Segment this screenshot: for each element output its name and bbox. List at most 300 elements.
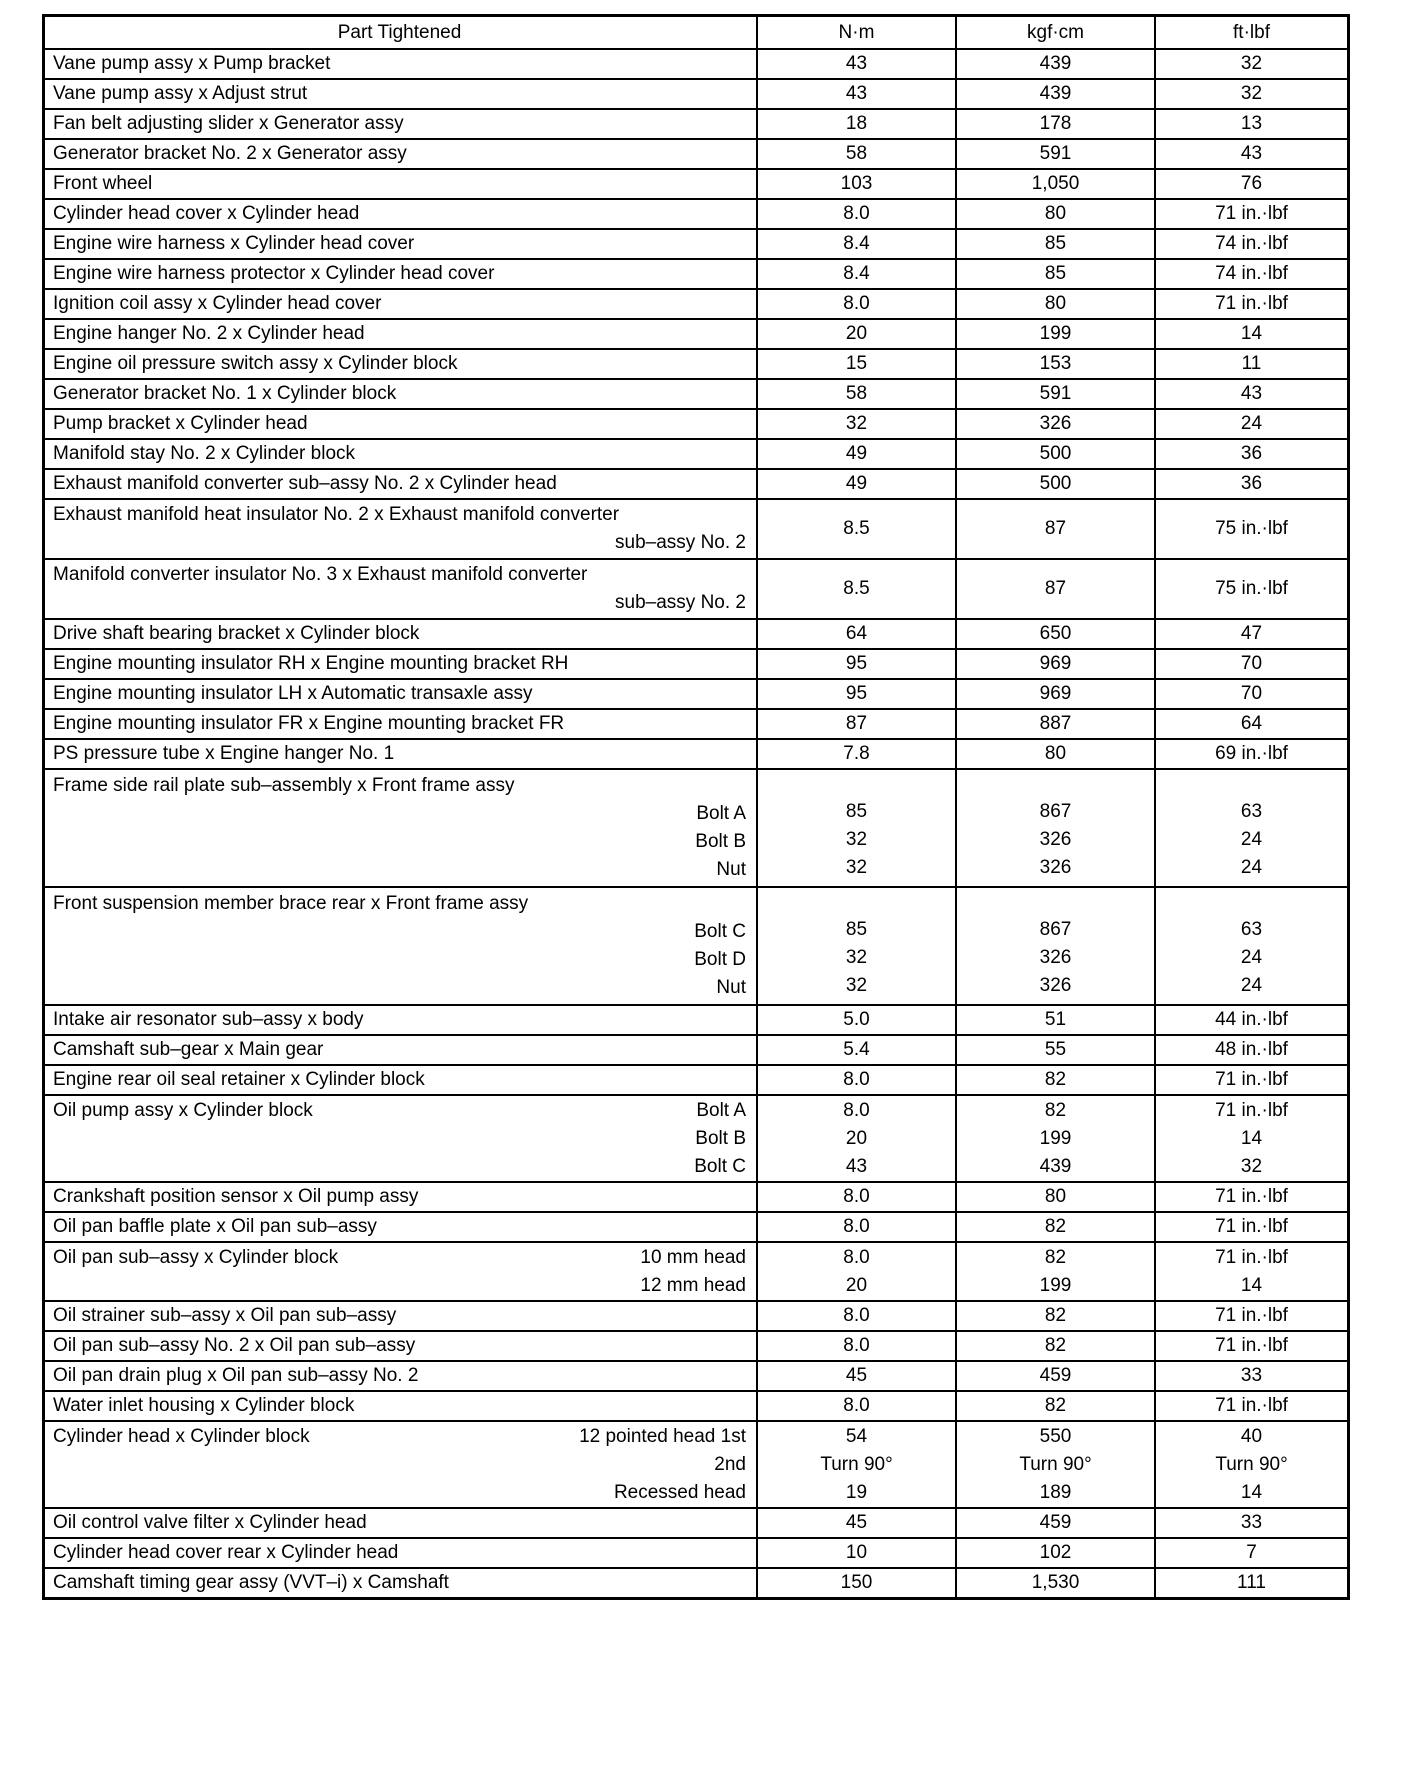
value: 85 [845,919,868,940]
part-name: Cylinder head cover x Cylinder head [53,203,360,224]
ftlbf-cell [1154,1243,1347,1300]
part-name: Engine wire harness protector x Cylinder head cover [53,263,495,284]
part-cell [45,1422,756,1507]
value: 14 [1240,1482,1263,1503]
ftlbf-cell [1154,560,1347,618]
value: 64 [1240,713,1263,734]
value: 439 [1039,53,1072,74]
table-row [45,1211,1347,1241]
header-nm: N·m [756,17,955,48]
part-name: Frame side rail plate sub–assembly x Front frame assy [53,775,515,796]
part-cell [45,710,756,738]
value: 14 [1240,1275,1263,1296]
value: 199 [1039,1128,1072,1149]
table-row [45,198,1347,228]
part-cell [45,170,756,198]
table-row [45,738,1347,768]
ftlbf-cell [1154,500,1347,558]
part-name: Exhaust manifold heat insulator No. 2 x Exhaust manifold converter [53,504,620,525]
value: 8.0 [843,1395,870,1416]
value: 8.0 [843,1305,870,1326]
value: 49 [845,443,868,464]
value: 199 [1039,323,1072,344]
table-row [45,768,1347,886]
value: 85 [1044,233,1067,254]
spacer [758,770,955,798]
value: 87 [1044,578,1067,599]
value: 55 [1044,1039,1067,1060]
table-row [45,886,1347,1004]
value: 24 [1240,975,1263,996]
kgf-cell [955,1213,1154,1241]
part-cell [45,888,756,1004]
table-row [45,228,1347,258]
value: 71 in.·lbf [1215,1247,1288,1268]
ftlbf-cell [1154,1213,1347,1241]
kgf-cell [955,1392,1154,1420]
table-row [45,648,1347,678]
value: 71 in.·lbf [1215,1305,1288,1326]
value: 32 [845,975,868,996]
table-row [45,618,1347,648]
value: 33 [1240,1365,1263,1386]
part-name: Engine hanger No. 2 x Cylinder head [53,323,365,344]
part-cell [45,470,756,498]
value: 74 in.·lbf [1215,263,1288,284]
nm-cell [756,888,955,1004]
value: 43 [1240,143,1263,164]
table-row [45,408,1347,438]
value: 44 in.·lbf [1215,1009,1288,1030]
part-cell [45,1243,756,1300]
value: 20 [845,323,868,344]
ftlbf-cell [1154,440,1347,468]
value: 8.0 [843,1247,870,1268]
ftlbf-cell [1154,1302,1347,1330]
part-cell [45,1066,756,1094]
part-name: Crankshaft position sensor x Oil pump assy [53,1186,419,1207]
nm-cell [756,440,955,468]
ftlbf-cell [1154,170,1347,198]
value: 867 [1039,919,1072,940]
kgf-cell [955,620,1154,648]
value: 969 [1039,683,1072,704]
value: 591 [1039,143,1072,164]
nm-cell [756,1392,955,1420]
part-name: PS pressure tube x Engine hanger No. 1 [53,743,395,764]
kgf-cell [955,770,1154,886]
part-name: Engine oil pressure switch assy x Cylinder block [53,353,458,374]
ftlbf-cell [1154,80,1347,108]
part-cell [45,500,756,558]
part-name: Oil pan baffle plate x Oil pan sub–assy [53,1216,377,1237]
value: 82 [1044,1216,1067,1237]
nm-cell [756,200,955,228]
value: 71 in.·lbf [1215,1186,1288,1207]
value: 32 [845,947,868,968]
kgf-cell [955,1006,1154,1034]
value: 71 in.·lbf [1215,293,1288,314]
value: 1,530 [1031,1572,1080,1593]
table-row [45,1094,1347,1181]
kgf-cell [955,440,1154,468]
value: 10 [845,1542,868,1563]
kgf-cell [955,1539,1154,1567]
part-name: Engine rear oil seal retainer x Cylinder block [53,1069,425,1090]
ftlbf-cell [1154,1509,1347,1537]
sub-label: Bolt A [696,803,746,824]
value: 178 [1039,113,1072,134]
value: 75 in.·lbf [1215,518,1288,539]
part-name-cont: sub–assy No. 2 [615,592,746,613]
part-name: Engine wire harness x Cylinder head cover [53,233,415,254]
part-name: Vane pump assy x Pump bracket [53,53,331,74]
kgf-cell [955,888,1154,1004]
part-cell [45,410,756,438]
nm-cell [756,380,955,408]
nm-cell [756,290,955,318]
ftlbf-cell [1154,620,1347,648]
value: 43 [1240,383,1263,404]
value: 82 [1044,1395,1067,1416]
spacer [758,888,955,916]
part-name: Front suspension member brace rear x Front frame assy [53,893,529,914]
kgf-cell [955,290,1154,318]
part-name: Manifold converter insulator No. 3 x Exhaust manifold converter [53,564,588,585]
part-cell [45,1362,756,1390]
nm-cell [756,1096,955,1181]
value: 69 in.·lbf [1215,743,1288,764]
value: 111 [1237,1572,1266,1593]
value: 82 [1044,1305,1067,1326]
ftlbf-cell [1154,1569,1347,1597]
value: 326 [1039,975,1072,996]
ftlbf-cell [1154,380,1347,408]
part-line [53,1153,746,1181]
table-row [45,348,1347,378]
value: 326 [1039,857,1072,878]
nm-cell [756,1066,955,1094]
ftlbf-cell [1154,1539,1347,1567]
value: 71 in.·lbf [1215,1216,1288,1237]
table-row [45,498,1347,558]
part-name: Fan belt adjusting slider x Generator assy [53,113,404,134]
value: 71 in.·lbf [1215,1100,1288,1121]
value: 326 [1039,947,1072,968]
nm-cell [756,500,955,558]
part-cell [45,110,756,138]
kgf-cell [955,200,1154,228]
nm-cell [756,770,955,886]
table-row [45,1390,1347,1420]
nm-cell [756,1332,955,1360]
part-name: Drive shaft bearing bracket x Cylinder block [53,623,420,644]
value: 63 [1240,919,1263,940]
ftlbf-cell [1154,1066,1347,1094]
value: 71 in.·lbf [1215,203,1288,224]
value: 80 [1044,743,1067,764]
value: 150 [840,1572,873,1593]
value: 58 [845,383,868,404]
value: 459 [1039,1512,1072,1533]
value: 32 [1240,53,1263,74]
nm-cell [756,620,955,648]
part-cell [45,1183,756,1211]
table-row [45,438,1347,468]
part-name: Oil pan sub–assy No. 2 x Oil pan sub–assy [53,1335,416,1356]
ftlbf-cell [1154,320,1347,348]
value: 8.0 [843,203,870,224]
part-cell [45,560,756,618]
value: 43 [845,1156,868,1177]
sub-label: Bolt B [695,831,746,852]
part-cell [45,260,756,288]
part-name: Ignition coil assy x Cylinder head cover [53,293,382,314]
value: 439 [1039,83,1072,104]
table-header [45,17,1347,48]
kgf-cell [955,260,1154,288]
kgf-cell [955,140,1154,168]
value: Turn 90° [1019,1454,1092,1475]
kgf-cell [955,740,1154,768]
part-name: Oil pump assy x Cylinder block [53,1100,313,1121]
value: 8.0 [843,1335,870,1356]
spacer [1156,770,1347,798]
part-cell [45,140,756,168]
kgf-cell [955,680,1154,708]
value: 82 [1044,1335,1067,1356]
table-row [45,78,1347,108]
table-row [45,1300,1347,1330]
value: 5.0 [843,1009,870,1030]
table-row [45,288,1347,318]
table-row [45,1004,1347,1034]
kgf-cell [955,1243,1154,1300]
table-row [45,1330,1347,1360]
table-row [45,1064,1347,1094]
ftlbf-cell [1154,1332,1347,1360]
kgf-cell [955,350,1154,378]
ftlbf-cell [1154,650,1347,678]
ftlbf-cell [1154,410,1347,438]
value: 11 [1241,353,1262,374]
value: 71 in.·lbf [1215,1335,1288,1356]
sub-label: 10 mm head [640,1247,746,1268]
kgf-cell [955,650,1154,678]
kgf-cell [955,1302,1154,1330]
part-cell [45,1036,756,1064]
part-name: Manifold stay No. 2 x Cylinder block [53,443,356,464]
nm-cell [756,320,955,348]
ftlbf-cell [1154,260,1347,288]
nm-cell [756,470,955,498]
sub-label: Bolt C [694,921,746,942]
part-cell [45,1302,756,1330]
kgf-cell [955,380,1154,408]
table-row [45,708,1347,738]
value: 7.8 [843,743,870,764]
nm-cell [756,1362,955,1390]
kgf-cell [955,1509,1154,1537]
kgf-cell [955,470,1154,498]
ftlbf-cell [1154,230,1347,258]
ftlbf-cell [1154,1362,1347,1390]
part-cell [45,350,756,378]
nm-cell [756,1509,955,1537]
nm-cell [756,1569,955,1597]
value: 24 [1240,829,1263,850]
part-line [53,1451,746,1479]
part-name: Generator bracket No. 1 x Cylinder block [53,383,397,404]
part-line [53,1423,746,1451]
value: 45 [845,1365,868,1386]
part-cell [45,650,756,678]
part-line [53,1244,746,1272]
value: 153 [1039,353,1072,374]
header-kgf: kgf·cm [955,17,1154,48]
part-name: Cylinder head cover rear x Cylinder head [53,1542,399,1563]
part-line [53,1479,746,1507]
value: 71 in.·lbf [1215,1069,1288,1090]
ftlbf-cell [1154,740,1347,768]
sub-label: 12 pointed head 1st [579,1426,746,1447]
value: 8.0 [843,1069,870,1090]
table-row [45,258,1347,288]
sub-label: Bolt A [696,1100,746,1121]
table-row [45,1241,1347,1300]
part-name: Oil pan sub–assy x Cylinder block [53,1247,339,1268]
value: 43 [845,53,868,74]
value: 45 [845,1512,868,1533]
value: 71 in.·lbf [1215,1395,1288,1416]
part-cell [45,1569,756,1597]
table-row [45,108,1347,138]
value: 70 [1240,653,1263,674]
value: 49 [845,473,868,494]
ftlbf-cell [1154,110,1347,138]
value: 36 [1240,443,1263,464]
value: 8.5 [843,518,870,539]
value: 87 [1044,518,1067,539]
nm-cell [756,1183,955,1211]
ftlbf-cell [1154,350,1347,378]
nm-cell [756,710,955,738]
kgf-cell [955,80,1154,108]
value: 80 [1044,203,1067,224]
part-name: Pump bracket x Cylinder head [53,413,308,434]
ftlbf-cell [1154,200,1347,228]
kgf-cell [955,1422,1154,1507]
value: 189 [1039,1482,1072,1503]
value: 591 [1039,383,1072,404]
value: 8.5 [843,578,870,599]
value: 459 [1039,1365,1072,1386]
part-cell [45,620,756,648]
value: Turn 90° [1215,1454,1288,1475]
nm-cell [756,170,955,198]
table-row [45,1420,1347,1507]
nm-cell [756,680,955,708]
part-name: Oil pan drain plug x Oil pan sub–assy No. 2 [53,1365,419,1386]
value: 63 [1240,801,1263,822]
nm-cell [756,1213,955,1241]
value: 650 [1039,623,1072,644]
table-row [45,1034,1347,1064]
kgf-cell [955,410,1154,438]
kgf-cell [955,1036,1154,1064]
kgf-cell [955,1332,1154,1360]
value: 8.4 [843,263,870,284]
value: 867 [1039,801,1072,822]
value: 95 [845,683,868,704]
part-cell [45,1096,756,1181]
spacer [1156,888,1347,916]
nm-cell [756,140,955,168]
part-name: Engine mounting insulator LH x Automatic transaxle assy [53,683,533,704]
part-line [53,1272,746,1300]
nm-cell [756,740,955,768]
value: 7 [1246,1542,1257,1563]
value: 18 [845,113,868,134]
sub-label: 12 mm head [640,1275,746,1296]
value: 5.4 [843,1039,870,1060]
nm-cell [756,560,955,618]
ftlbf-cell [1154,140,1347,168]
kgf-cell [955,710,1154,738]
value: 80 [1044,1186,1067,1207]
part-name: Cylinder head x Cylinder block [53,1426,310,1447]
torque-spec-table [42,14,1350,1600]
sub-label: Nut [716,859,746,880]
value: 54 [845,1426,868,1447]
ftlbf-cell [1154,1036,1347,1064]
part-cell [45,770,756,886]
value: 43 [845,83,868,104]
nm-cell [756,1036,955,1064]
header-part: Part Tightened [337,21,462,43]
value: 326 [1039,829,1072,850]
table-row [45,48,1347,78]
spacer [957,888,1154,916]
table-row [45,1181,1347,1211]
value: 64 [845,623,868,644]
value: 95 [845,653,868,674]
nm-cell [756,1422,955,1507]
kgf-cell [955,320,1154,348]
nm-cell [756,50,955,78]
part-line [53,1125,746,1153]
table-row [45,468,1347,498]
header-ftlbf: ft·lbf [1154,17,1347,48]
value: 326 [1039,413,1072,434]
value: 887 [1039,713,1072,734]
part-cell [45,320,756,348]
nm-cell [756,260,955,288]
part-cell [45,1392,756,1420]
value: 102 [1039,1542,1072,1563]
value: 47 [1240,623,1263,644]
value: 20 [845,1275,868,1296]
table-row [45,678,1347,708]
part-name: Vane pump assy x Adjust strut [53,83,308,104]
table-row [45,1360,1347,1390]
part-cell [45,290,756,318]
part-cell [45,380,756,408]
value: 87 [845,713,868,734]
value: 85 [1044,263,1067,284]
value: 70 [1240,683,1263,704]
nm-cell [756,1006,955,1034]
